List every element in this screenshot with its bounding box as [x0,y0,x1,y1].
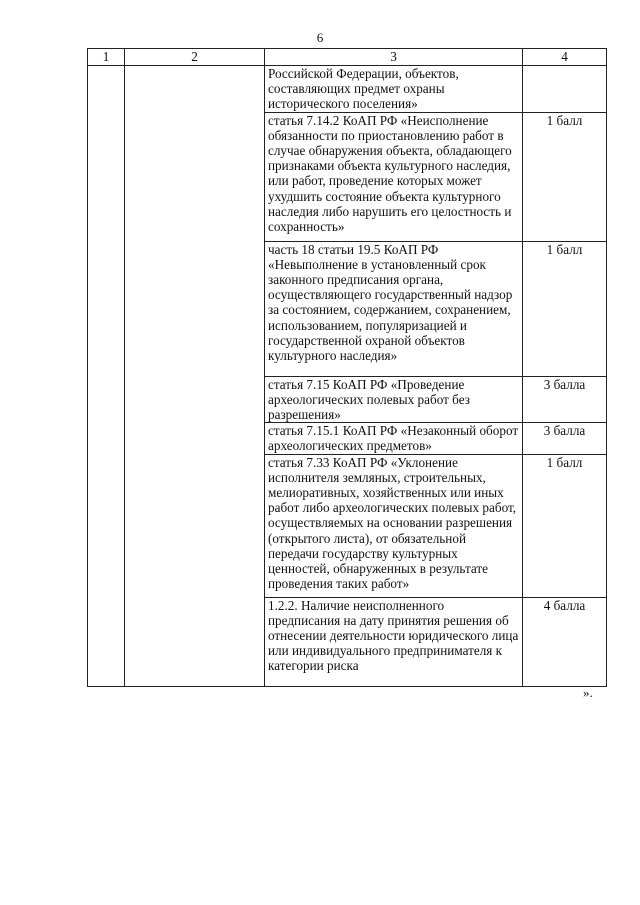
score-cell: 1 балл [523,454,607,597]
score-cell: 3 балла [523,423,607,454]
column-header-4: 4 [523,49,607,66]
violation-text: 1.2.2. Наличие неисполненного предписания на дату принятия решения об отнесении деятельности юридического лица или индивидуального предпринимателя к категории риска [265,597,523,686]
score-cell: 4 балла [523,597,607,686]
score-cell: 3 балла [523,376,607,423]
violation-text: Российской Федерации, объектов, составляющих предмет охраны исторического поселения» [265,66,523,113]
risk-criteria-table [87,48,607,687]
table-header-row [88,49,607,66]
empty-cell-col1 [88,66,125,687]
violation-text: статья 7.15.1 КоАП РФ «Незаконный оборот археологических предметов» [265,423,523,454]
violation-text: статья 7.15 КоАП РФ «Проведение археологических полевых работ без разрешения» [265,376,523,423]
violation-text: статья 7.14.2 КоАП РФ «Неисполнение обязанности по приостановлению работ в случае обнаружения объекта, обладающего признаками объекта культурного наследия, или работ, проведение которых может ухудшить состояние объекта культурного наследия либо нарушить его целостность и сохранность» [265,112,523,241]
score-cell [523,66,607,113]
score-cell: 1 балл [523,112,607,241]
column-header-1: 1 [88,49,125,66]
violation-text: часть 18 статьи 19.5 КоАП РФ «Невыполнение в установленный срок законного предписания органа, осуществляющего государственный надзор за состоянием, содержанием, сохранением, использованием, популяризацией и государственной охраной объектов культурного наследия» [265,241,523,376]
score-cell: 1 балл [523,241,607,376]
empty-cell-col2 [125,66,265,687]
column-header-3: 3 [265,49,523,66]
page-number: 6 [316,30,324,45]
violation-text: статья 7.33 КоАП РФ «Уклонение исполнителя земляных, строительных, мелиоративных, хозяйственных или иных работ либо археологических полевых работ, осуществляемых на основании разрешения (открытого листа), от обязательной передачи государству культурных ценностей, обнаруженных в результате проведения таких работ» [265,454,523,597]
table-row [88,66,607,113]
closing-quote-mark: ». [583,685,593,700]
column-header-2: 2 [125,49,265,66]
